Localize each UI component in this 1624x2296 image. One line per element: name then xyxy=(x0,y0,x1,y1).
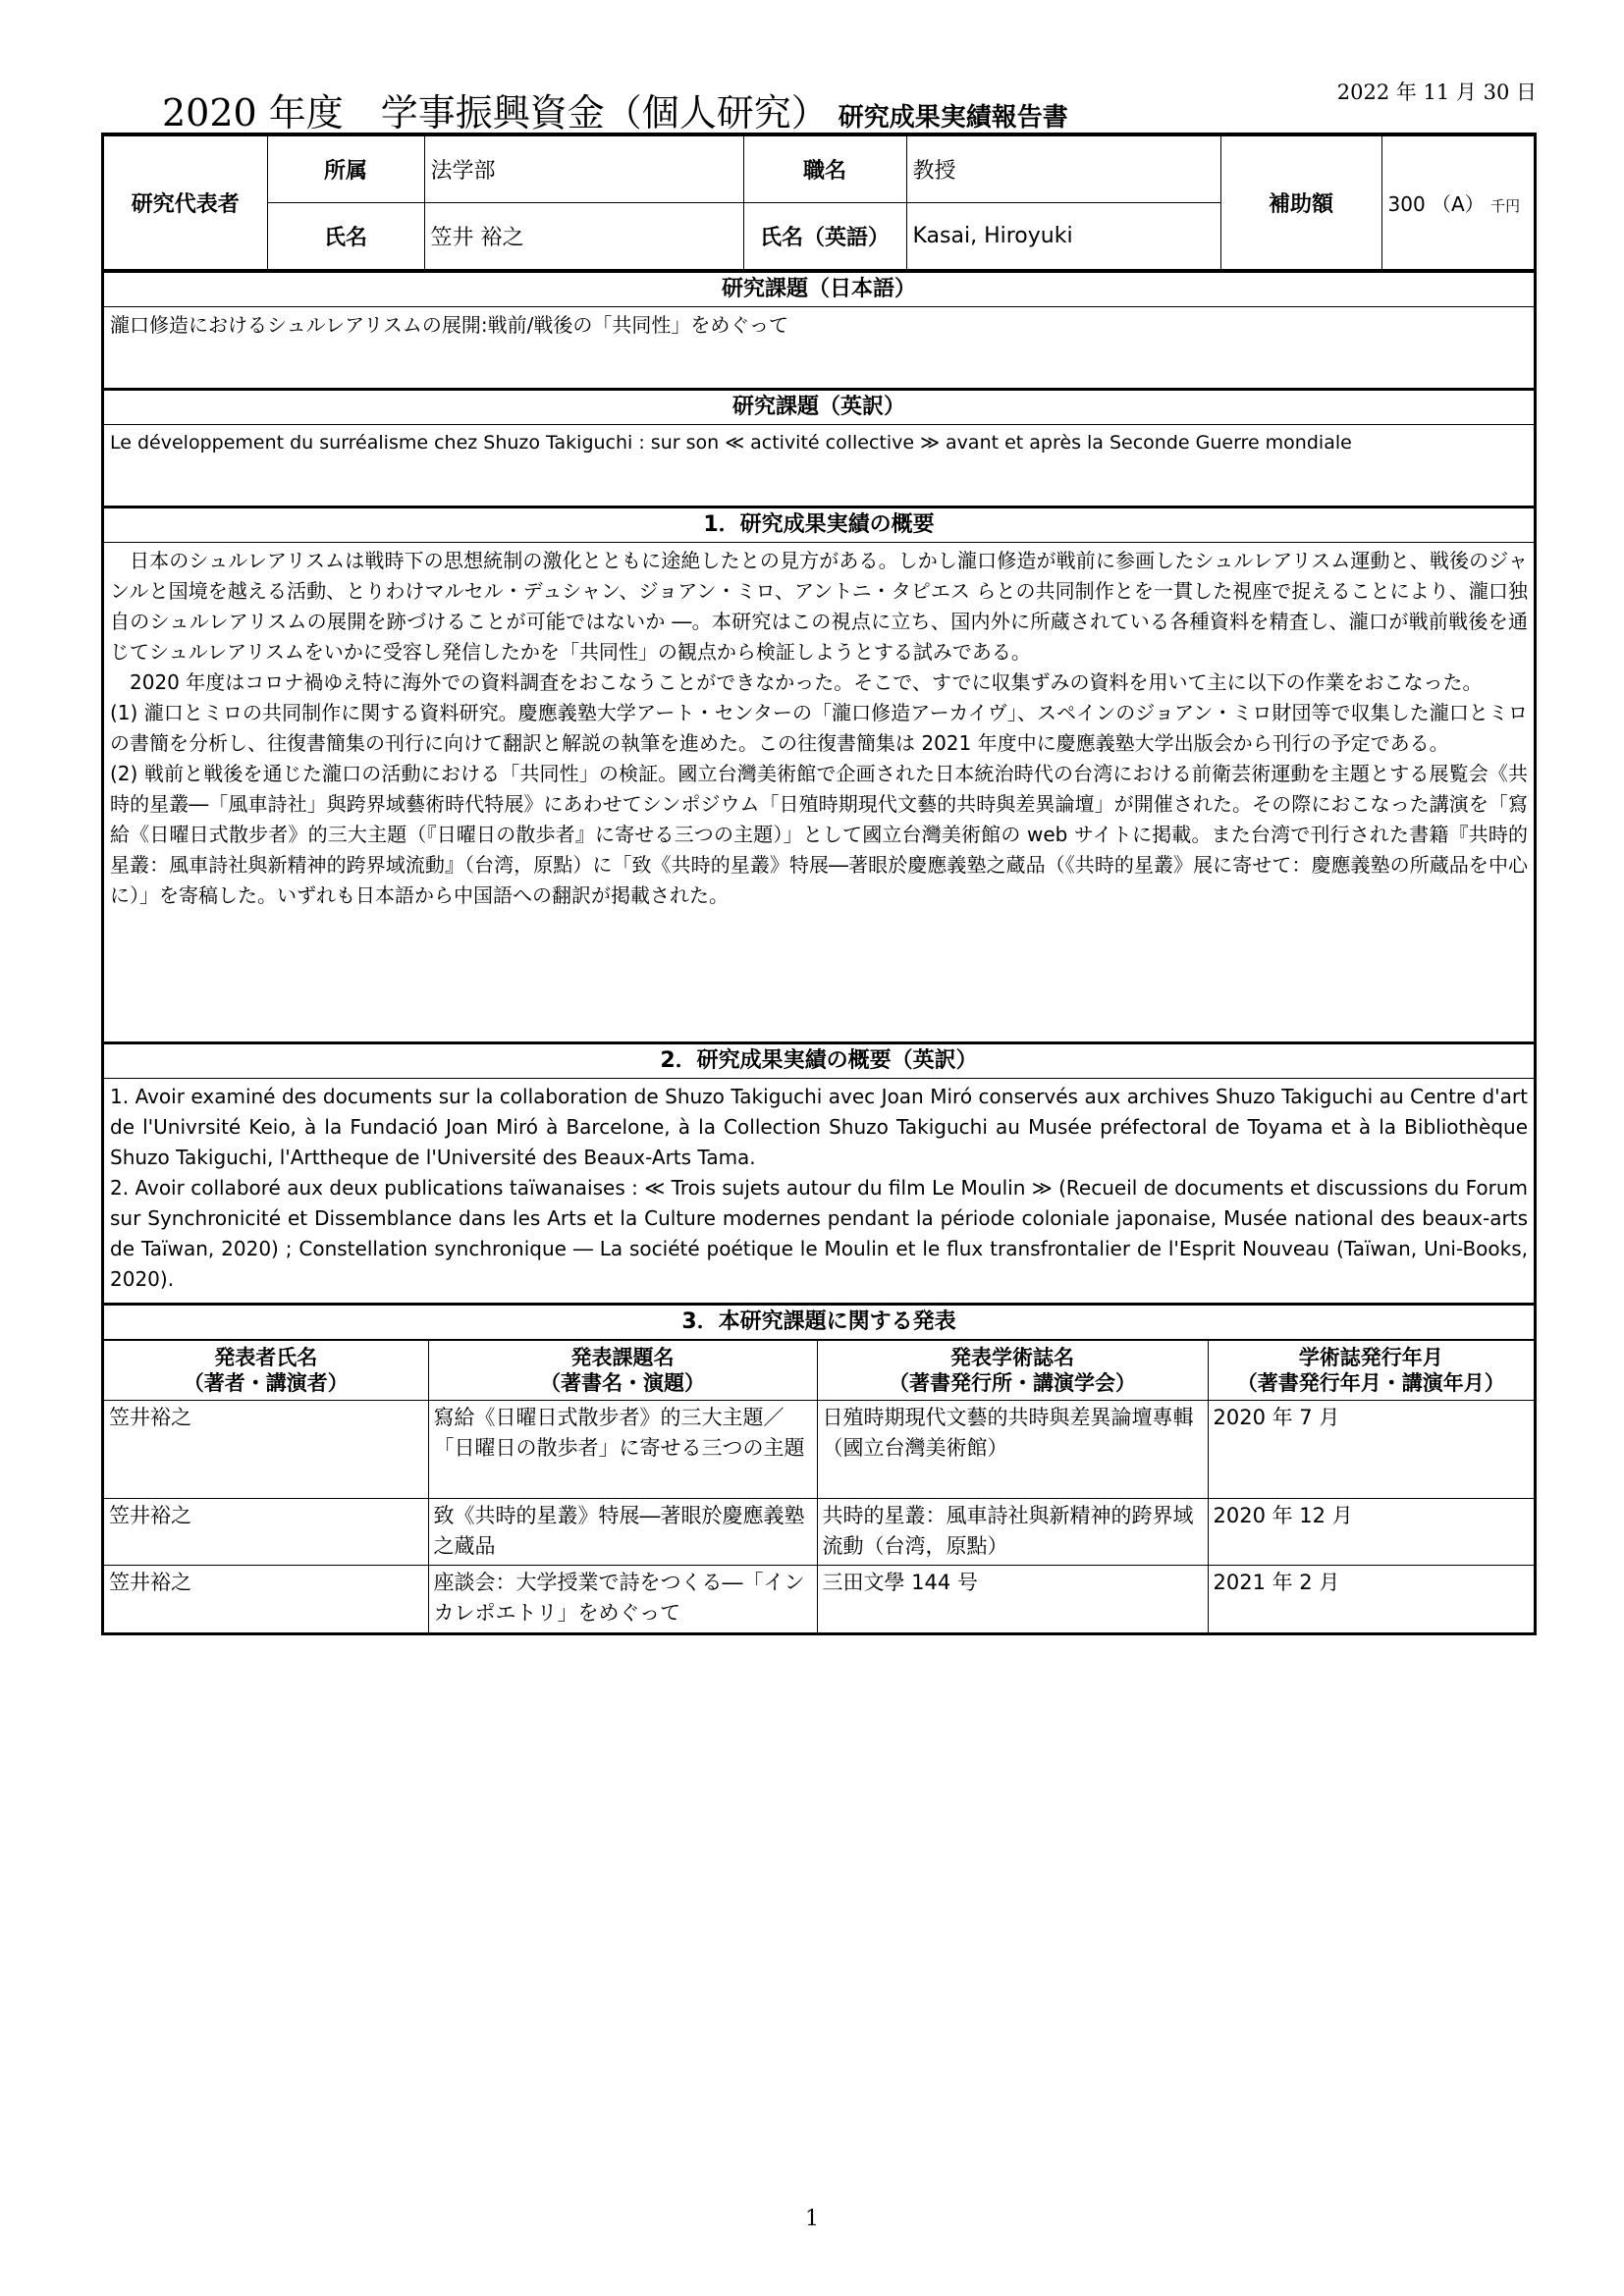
row-3-author: 笠井裕之 xyxy=(104,1566,428,1632)
row-2-date: 2020 年 12 月 xyxy=(1208,1499,1534,1566)
row-1-title: 寫給《日曜日式散步者》的三大主題／「日曜日の散歩者」に寄せる三つの主題 xyxy=(428,1401,817,1499)
title-bar xyxy=(101,73,1537,134)
table-row xyxy=(104,1566,1534,1632)
name-en-value: Kasai, Hiroyuki xyxy=(906,203,1220,270)
representative-label: 研究代表者 xyxy=(104,136,267,270)
row-2-title: 致《共時的星叢》特展―著眼於慶應義塾之蔵品 xyxy=(428,1499,817,1566)
grant-cell xyxy=(1381,136,1534,270)
affiliation-label: 所属 xyxy=(267,136,424,203)
topic-ja-text: 瀧口修造におけるシュルレアリスムの展開:戦前/戦後の「共同性」をめぐって xyxy=(110,313,788,337)
report-date: 2022 年 11 月 30 日 xyxy=(1336,80,1537,104)
position-value: 教授 xyxy=(906,136,1220,203)
row-3-title: 座談会：大学授業で詩をつくる―「インカレポエトリ」をめぐって xyxy=(428,1566,817,1632)
col-header-title xyxy=(428,1341,817,1401)
grant-label: 補助額 xyxy=(1220,136,1381,270)
row-3-journal: 三田文學 144 号 xyxy=(817,1566,1208,1632)
position-label: 職名 xyxy=(743,136,906,203)
table-row xyxy=(104,1401,1534,1499)
name-label: 氏名 xyxy=(267,203,424,270)
name-en-label: 氏名（英語） xyxy=(743,203,906,270)
summary-body xyxy=(104,543,1534,1041)
document-title xyxy=(162,82,1068,136)
col-header-author xyxy=(104,1341,428,1401)
publications-header-row xyxy=(104,1341,1534,1401)
col-header-date-line2: （著書発行年月・講演年月） xyxy=(1236,1371,1505,1395)
summary-paragraph-3: (1) 瀧口とミロの共同制作に関する資料研究。慶應義塾大学アート・センターの「瀧口修造アーカイヴ」、スペインのジョアン・ミロ財団等で収集した瀧口とミロの書簡を分析し、往復書簡集の刊行に向けて翻訳と解説の執筆を進めた。この往復書簡集は 2021 年度中に慶應義塾大学出版会から刊行の予定である。 xyxy=(110,701,1528,755)
col-header-date xyxy=(1208,1341,1534,1401)
col-header-author-line1: 発表者氏名 xyxy=(214,1346,318,1369)
summary-paragraph-2: 2020 年度はコロナ禍ゆえ特に海外での資料調査をおこなうことができなかった。そこで、すでに収集ずみの資料を用いて主に以下の作業をおこなった。 xyxy=(130,670,1483,694)
summary-en-paragraph-1: 1. Avoir examiné des documents sur la collaboration de Shuzo Takiguchi avec Joan Miró conservés aux archives Shuzo Takiguchi au Centre d'art de l'Univrsité Keio, à la Fundació Joan Miró à Barcelone, à la Collection Shuzo Takiguchi au Musée préfectoral de Toyama et à la Bibliothèque Shuzo Takiguchi, l'Arttheque de l'Université des Beaux-Arts Tama. xyxy=(110,1085,1528,1169)
col-header-title-line1: 発表課題名 xyxy=(570,1346,675,1369)
affiliation-value: 法学部 xyxy=(424,136,743,203)
topic-en-heading: 研究課題（英訳） xyxy=(104,388,1534,425)
title-text: 2020 年度 学事振興資金（個人研究） xyxy=(162,91,829,134)
col-header-author-line2: （著者・講演者） xyxy=(183,1371,349,1395)
report-frame xyxy=(101,133,1537,1635)
title-subtitle: 研究成果実績報告書 xyxy=(838,103,1068,133)
grant-unit: 千円 xyxy=(1490,197,1521,215)
grant-value: 300 （A） xyxy=(1387,192,1485,216)
col-header-title-line2: （著書名・演題） xyxy=(540,1371,705,1395)
summary-en-body xyxy=(104,1079,1534,1303)
representative-table xyxy=(104,135,1534,270)
row-1-date: 2020 年 7 月 xyxy=(1208,1401,1534,1499)
row-1-author: 笠井裕之 xyxy=(104,1401,428,1499)
table-row xyxy=(104,1499,1534,1566)
summary-en-paragraph-2: 2. Avoir collaboré aux deux publications taïwanaises : ≪ Trois sujets autour du film Le Moulin ≫ (Recueil de documents et discussions du Forum sur Synchronicité et Dissemblance dans les Arts et la Culture modernes pendant la période coloniale japonaise, Musée national des beaux-arts de Taïwan, 2020) ; Constellation synchronique ― La société poétique le Moulin et le flux transfrontalier de l'Esprit Nouveau (Taïwan, Uni-Books, 2020). xyxy=(110,1176,1528,1291)
row-1-journal: 日殖時期現代文藝的共時與差異論壇專輯（國立台灣美術館） xyxy=(817,1401,1208,1499)
summary-paragraph-4: (2) 戦前と戦後を通じた瀧口の活動における「共同性」の検証。國立台灣美術館で企画された日本統治時代の台湾における前衛芸術運動を主題とする展覧会《共時的星叢―「風車詩社」與跨界域藝術時代特展》にあわせてシンポジウム「日殖時期現代文藝的共時與差異論壇」が開催された。その際におこなった講演を「寫給《日曜日式散步者》的三大主題（『日曜日の散歩者』に寄せる三つの主題）」として國立台灣美術館の web サイトに掲載。また台湾で刊行された書籍『共時的星叢：風車詩社與新精神的跨界域流動』（台湾，原點）に「致《共時的星叢》特展―著眼於慶應義塾之蔵品（《共時的星叢》展に寄せて：慶應義塾の所蔵品を中心に）」を寄稿した。いずれも日本語から中国語への翻訳が掲載された。 xyxy=(110,762,1528,907)
publications-table xyxy=(104,1340,1534,1632)
col-header-journal-line2: （著書発行所・講演学会） xyxy=(889,1371,1136,1395)
col-header-journal xyxy=(817,1341,1208,1401)
summary-en-heading: 2．研究成果実績の概要（英訳） xyxy=(104,1041,1534,1079)
row-3-date: 2021 年 2 月 xyxy=(1208,1566,1534,1632)
col-header-date-line1: 学術誌発行年月 xyxy=(1298,1346,1443,1369)
row-2-author: 笠井裕之 xyxy=(104,1499,428,1566)
page-number: 1 xyxy=(805,2207,819,2231)
publications-heading: 3．本研究課題に関する発表 xyxy=(104,1303,1534,1340)
name-value: 笠井 裕之 xyxy=(424,203,743,270)
topic-ja-heading: 研究課題（日本語） xyxy=(104,270,1534,307)
row-2-journal: 共時的星叢：風車詩社與新精神的跨界域流動（台湾，原點） xyxy=(817,1499,1208,1566)
topic-en-text: Le développement du surréalisme chez Shuzo Takiguchi : sur son ≪ activité collective ≫ avant et après la Seconde Guerre mondiale xyxy=(110,432,1352,454)
col-header-journal-line1: 発表学術誌名 xyxy=(950,1346,1074,1369)
summary-heading: 1．研究成果実績の概要 xyxy=(104,506,1534,543)
summary-paragraph-1: 日本のシュルレアリスムは戦時下の思想統制の激化とともに途絶したとの見方がある。しかし瀧口修造が戦前に参画したシュルレアリスム運動と、戦後のジャンルと国境を越える活動、とりわけマルセル・デュシャン、ジョアン・ミロ、アントニ・タピエス らとの共同制作とを一貫した視座で捉えることにより、瀧口独自のシュルレアリスムの展開を跡づけることが可能ではないか ―。本研究はこの視点に立ち、国内外に所蔵されている各種資料を精査し、瀧口が戦前戦後を通じてシュルレアリスムをいかに受容し発信したかを「共同性」の観点から検証しようとする試みである。 xyxy=(110,549,1528,664)
